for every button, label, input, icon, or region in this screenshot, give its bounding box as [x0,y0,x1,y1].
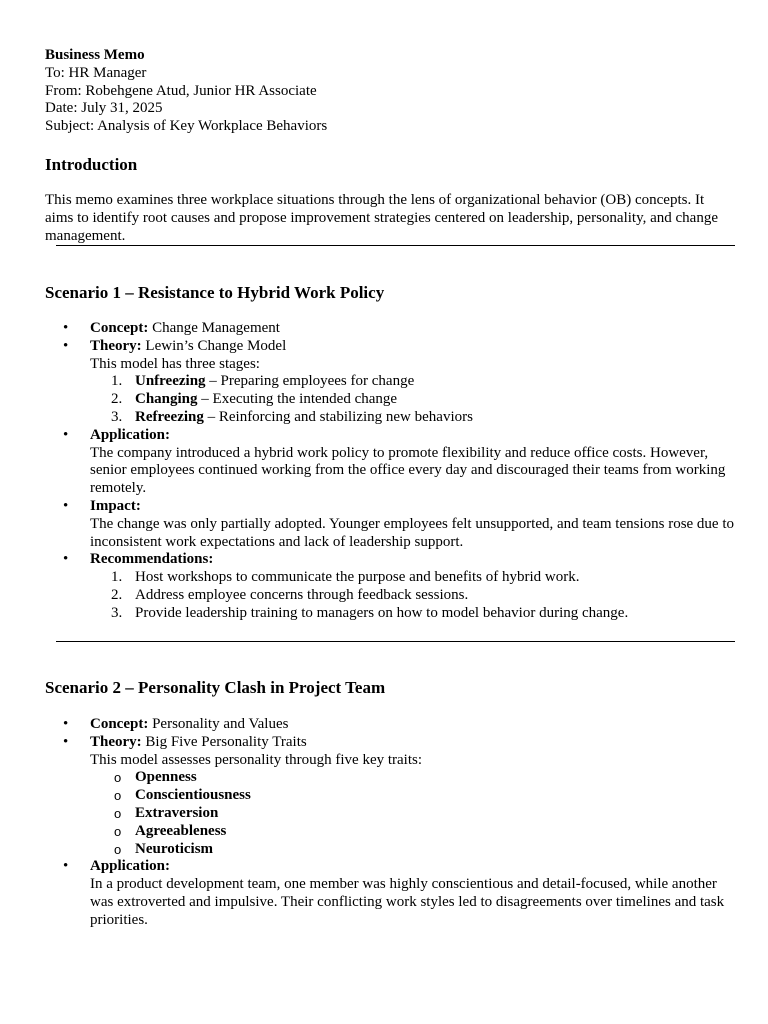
stage-desc: – Reinforcing and stabilizing new behaviors [203,408,473,425]
recommendations-label: Recommendations: [90,551,214,568]
memo-date: Date: July 31, 2025 [45,100,163,117]
scenario1-list [45,320,735,623]
application-text: The company introduced a hybrid work policy to promote flexibility and reduce office costs. However, senior employees continued working from the office every day and discouraged their teams from working remotely. [90,444,726,497]
list-number: 2. [111,391,123,408]
circle-bullet-icon: o [114,788,122,804]
model-intro: This model assesses personality through five key traits: [90,751,423,768]
divider [56,245,735,246]
memo-heading: Business Memo [45,47,145,63]
list-item [90,391,735,409]
trait-name: Neuroticism [135,840,214,857]
stage-term: Refreezing [135,408,204,425]
concept-label: Concept: [90,320,149,336]
circle-bullet-icon: o [114,770,122,786]
application-text: In a product development team, one member was highly conscientious and detail-focused, while another was extroverted and impulsive. Their conflicting work styles led to disagreements over timelines and task priorities. [90,876,725,928]
model-intro: This model has three stages: [90,355,260,372]
list-item [90,587,735,605]
intro-body: This memo examines three workplace situations through the lens of organizational behavior (OB) concepts. It aims to identify root causes and propose improvement strategies centered on leadership, personality, and change management. [45,192,718,244]
concept-label: Concept: [90,716,149,732]
application-label: Application: [90,858,171,875]
scenario1-title: Scenario 1 – Resistance to Hybrid Work Policy [45,283,385,302]
list-item [90,605,735,623]
bullet-icon: • [63,337,69,354]
stage-desc: – Executing the intended change [197,391,398,408]
list-item [90,841,735,859]
list-item [45,551,735,622]
intro-title: Introduction [45,155,138,174]
memo-to: To: HR Manager [45,64,147,81]
list-item [90,769,735,787]
trait-name: Extraversion [135,804,219,821]
memo-from: From: Robehgene Atud, Junior HR Associate [45,82,317,99]
bullet-icon: • [63,320,69,336]
circle-bullet-icon: o [114,841,122,857]
traits-list [90,769,735,858]
concept-value: Change Management [148,320,280,336]
trait-name: Conscientiousness [135,787,251,804]
list-number: 1. [111,569,123,586]
theory-label: Theory: [90,337,142,354]
bullet-icon: • [63,426,69,443]
list-number: 3. [111,408,123,425]
recommendations-list [90,569,735,622]
list-item [45,734,735,859]
scenario2-list [45,716,735,930]
list-item [90,409,735,427]
memo-header [45,47,327,136]
stage-term: Unfreezing [135,373,206,390]
recommendation-text: Provide leadership training to managers on how to model behavior during change. [135,604,629,621]
list-item [45,427,735,498]
impact-label: Impact: [90,497,141,514]
stage-desc: – Preparing employees for change [205,373,415,390]
divider [56,641,735,642]
application-label: Application: [90,426,171,443]
list-item [90,823,735,841]
bullet-icon: • [63,551,69,568]
recommendation-text: Host workshops to communicate the purpose and benefits of hybrid work. [135,569,580,586]
theory-value: Lewin’s Change Model [141,337,287,354]
list-number: 3. [111,604,123,621]
theory-label: Theory: [90,733,142,750]
trait-name: Openness [135,769,197,786]
list-item [45,716,735,734]
list-item [90,569,735,587]
trait-name: Agreeableness [135,822,227,839]
bullet-icon: • [63,716,69,732]
list-item [45,858,735,929]
list-item [45,320,735,338]
circle-bullet-icon: o [114,805,122,821]
bullet-icon: • [63,733,69,750]
circle-bullet-icon: o [114,823,122,839]
list-item [45,498,735,551]
stages-list [90,373,735,426]
concept-value: Personality and Values [148,716,289,732]
impact-text: The change was only partially adopted. Younger employees felt unsupported, and team tensions rose due to inconsistent work expectations and lack of leadership support. [90,515,735,550]
list-number: 1. [111,373,123,390]
list-number: 2. [111,586,123,603]
list-item [90,373,735,391]
list-item [45,338,735,427]
list-item [90,787,735,805]
scenario2-title: Scenario 2 – Personality Clash in Project Team [45,678,386,697]
bullet-icon: • [63,497,69,514]
stage-term: Changing [135,391,198,408]
bullet-icon: • [63,858,69,875]
memo-subject: Subject: Analysis of Key Workplace Behaviors [45,118,328,135]
list-item [90,805,735,823]
recommendation-text: Address employee concerns through feedback sessions. [135,586,469,603]
theory-value: Big Five Personality Traits [141,733,307,750]
